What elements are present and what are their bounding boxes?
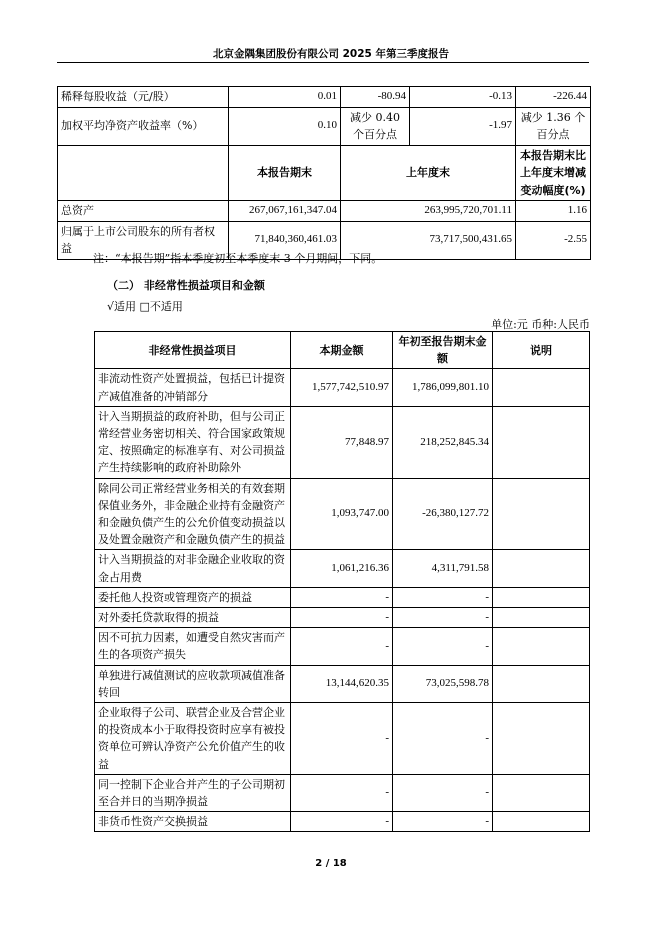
table-cell: 71,840,360,461.03 [229, 221, 341, 259]
table-cell: - [291, 628, 393, 665]
column-header-note: 说明 [493, 332, 590, 369]
table-row [95, 478, 590, 550]
table-cell: - [393, 703, 493, 775]
column-header-item: 非经常性损益项目 [95, 332, 291, 369]
row-label: 总资产 [58, 201, 229, 222]
table-cell: 73,717,500,431.65 [341, 221, 516, 259]
table-cell: 263,995,720,701.11 [341, 201, 516, 222]
table-row [58, 201, 591, 222]
table-cell: 267,067,161,347.04 [229, 201, 341, 222]
empty-cell [58, 145, 229, 201]
item-label: 计入当期损益的政府补助，但与公司正常经营业务密切相关、符合国家政策规定、按照确定的标准享有、对公司损益产生持续影响的政府补助除外 [95, 406, 291, 478]
table-cell: 1,093,747.00 [291, 478, 393, 550]
column-header-ytd: 年初至报告期末金额 [393, 332, 493, 369]
table-cell: - [291, 774, 393, 811]
column-header-prior: 上年度末 [341, 145, 516, 201]
item-label: 对外委托贷款取得的损益 [95, 608, 291, 628]
table-row [95, 665, 590, 702]
table-cell: 1,577,742,510.97 [291, 369, 393, 406]
table-cell [493, 628, 590, 665]
table-header-row [58, 145, 591, 201]
table-cell [493, 774, 590, 811]
table-cell: 77,848.97 [291, 406, 393, 478]
item-label: 委托他人投资或管理资产的损益 [95, 587, 291, 607]
item-label: 同一控制下企业合并产生的子公司期初至合并日的当期净损益 [95, 774, 291, 811]
table-cell: 13,144,620.35 [291, 665, 393, 702]
table-cell: 218,252,845.34 [393, 406, 493, 478]
row-label: 归属于上市公司股东的所有者权益 [58, 221, 229, 259]
table-row [95, 587, 590, 607]
column-header-current: 本报告期末 [229, 145, 341, 201]
table-row [95, 608, 590, 628]
key-financial-table [57, 86, 591, 260]
table-cell: -1.97 [410, 107, 516, 145]
item-label: 非货币性资产交换损益 [95, 812, 291, 832]
table-cell: - [393, 608, 493, 628]
table-cell [493, 587, 590, 607]
item-label: 因不可抗力因素，如遭受自然灾害而产生的各项资产损失 [95, 628, 291, 665]
table-cell: 减少 0.40 个百分点 [341, 107, 410, 145]
table-note: 注：“本报告期”指本季度初至本季度末 3 个月期间，下同。 [93, 252, 383, 265]
table-cell: -0.13 [410, 87, 516, 108]
page-number: 2 / 18 [315, 858, 347, 869]
report-header: 北京金隅集团股份有限公司 2025 年第三季度报告 [212, 48, 450, 60]
table-cell: - [393, 774, 493, 811]
table-cell [493, 550, 590, 587]
table-row [95, 628, 590, 665]
table-cell: 4,311,791.58 [393, 550, 493, 587]
item-label: 企业取得子公司、联营企业及合营企业的投资成本小于取得投资时应享有被投资单位可辨认净资产公允价值产生的收益 [95, 703, 291, 775]
table-cell: - [291, 608, 393, 628]
table-cell: - [291, 703, 393, 775]
table-row [95, 406, 590, 478]
non-recurring-items-table [94, 331, 590, 832]
table-row [95, 550, 590, 587]
item-label: 除同公司正常经营业务相关的有效套期保值业务外，非金融企业持有金融资产和金融负债产生的公允价值变动损益以及处置金融资产和金融负债产生的损益 [95, 478, 291, 550]
table-cell: 0.01 [229, 87, 341, 108]
table-header-row [95, 332, 590, 369]
table-cell: 1,786,099,801.10 [393, 369, 493, 406]
table-cell [493, 812, 590, 832]
unit-label: 单位:元 币种:人民币 [491, 318, 590, 331]
table-cell: - [291, 812, 393, 832]
table-cell: -226.44 [516, 87, 591, 108]
table-cell: - [393, 587, 493, 607]
column-header-change: 本报告期末比上年度末增减变动幅度(%) [516, 145, 591, 201]
table-cell: 减少 1.36 个百分点 [516, 107, 591, 145]
table-cell [493, 369, 590, 406]
table-cell [493, 703, 590, 775]
row-label: 加权平均净资产收益率（%） [58, 107, 229, 145]
table-cell: -80.94 [341, 87, 410, 108]
table-cell: 1,061,216.36 [291, 550, 393, 587]
table-row [58, 107, 591, 145]
table-row [95, 774, 590, 811]
table-row [58, 87, 591, 108]
table-row [95, 703, 590, 775]
table-row [95, 369, 590, 406]
table-cell [493, 665, 590, 702]
table-cell: 1.16 [516, 201, 591, 222]
table-row [95, 812, 590, 832]
table-cell [493, 608, 590, 628]
column-header-current: 本期金额 [291, 332, 393, 369]
table-cell [493, 478, 590, 550]
table-cell: - [393, 628, 493, 665]
table-cell: 0.10 [229, 107, 341, 145]
item-label: 单独进行减值测试的应收款项减值准备转回 [95, 665, 291, 702]
table-cell: - [393, 812, 493, 832]
table-cell: - [291, 587, 393, 607]
row-label: 稀释每股收益（元/股） [58, 87, 229, 108]
item-label: 非流动性资产处置损益，包括已计提资产减值准备的冲销部分 [95, 369, 291, 406]
header-divider [57, 62, 589, 63]
item-label: 计入当期损益的对非金融企业收取的资金占用费 [95, 550, 291, 587]
table-cell: -26,380,127.72 [393, 478, 493, 550]
applicable-checkbox-text: √适用 □不适用 [107, 300, 183, 313]
table-cell [493, 406, 590, 478]
table-cell: -2.55 [516, 221, 591, 259]
section-title: （二） 非经常性损益项目和金额 [107, 279, 265, 292]
table-cell: 73,025,598.78 [393, 665, 493, 702]
